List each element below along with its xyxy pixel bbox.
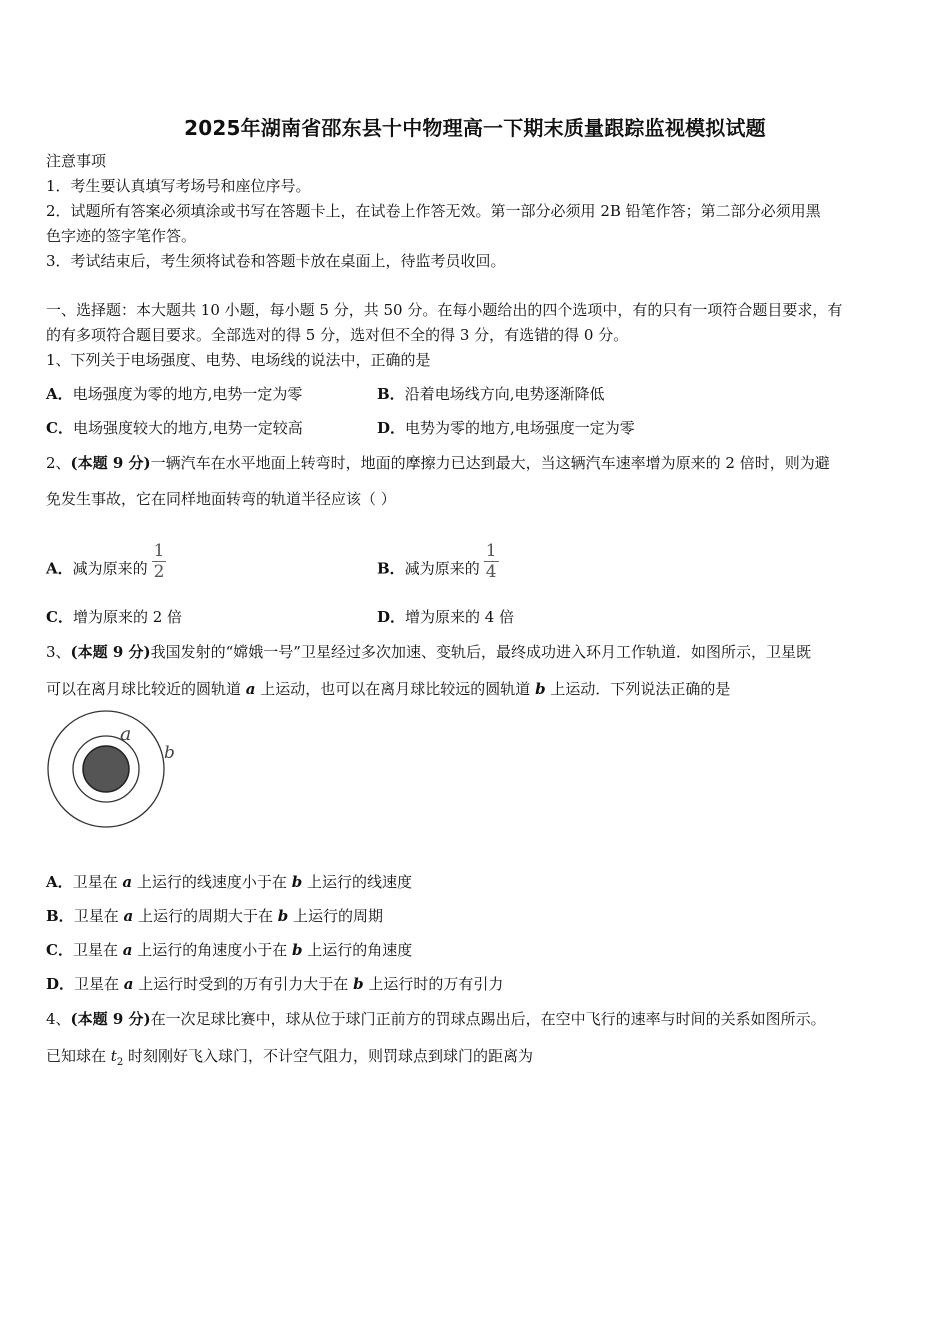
q1-option-c	[46, 418, 303, 438]
option-text: 增为原来的 4 倍	[405, 608, 515, 626]
q3-stem	[46, 642, 906, 662]
q1-option-d	[377, 418, 635, 438]
note-1: 1．考生要认真填写考场号和座位序号。	[46, 177, 311, 195]
q2-option-c	[46, 607, 182, 627]
option-label: A．	[46, 873, 73, 891]
question-tag: (本题 9 分)	[70, 454, 151, 472]
option-text: 减为原来的	[72, 559, 148, 578]
option-label: D．	[377, 608, 406, 626]
time-subscript: 2	[116, 1057, 124, 1068]
option-label: D．	[377, 419, 406, 437]
option-text: 电场强度为零的地方,电势一定为零	[72, 385, 303, 403]
orbit-var-b: b	[277, 907, 289, 925]
stem-text: 已知球在	[46, 1047, 111, 1065]
fraction	[484, 541, 499, 582]
q4-stem	[46, 1009, 906, 1029]
fraction-numerator: 1	[153, 541, 165, 561]
option-label: D．	[46, 975, 75, 993]
orbit-var-b: b	[292, 941, 303, 959]
fraction-denominator: 4	[485, 562, 497, 582]
question-text: 一辆汽车在水平地面上转弯时，地面的摩擦力已达到最大，当这辆汽车速率增为原来的 2 倍时，则为避	[150, 454, 830, 472]
q3-option-c	[46, 940, 412, 960]
time-var: t	[110, 1047, 117, 1065]
question-text: 在一次足球比赛中，球从位于球门正前方的罚球点踢出后，在空中飞行的速率与时间的关系如图所示。	[150, 1010, 826, 1028]
option-text: 上运行的角速度	[302, 941, 413, 959]
option-text: 减为原来的	[404, 559, 480, 578]
question-number: 2、	[46, 454, 71, 472]
q2-stem	[46, 453, 906, 473]
option-text: 上运行的周期大于在	[133, 907, 278, 925]
orbit-var-a: a	[122, 941, 133, 959]
option-label: B．	[377, 559, 405, 578]
section-intro: 一、选择题：本大题共 10 小题，每小题 5 分，共 50 分。在每小题给出的四个选项中，有的只有一项符合题目要求，有	[46, 301, 843, 319]
q3-option-d	[46, 974, 503, 994]
page-title: 2025年湖南省邵东县十中物理高一下期末质量跟踪监视模拟试题	[184, 116, 766, 140]
moon	[83, 746, 129, 792]
stem-text: 时刻刚好飞入球门，不计空气阻力，则罚球点到球门的距离为	[123, 1047, 533, 1065]
orbit-b-label: b	[164, 743, 175, 763]
option-text: 电场强度较大的地方,电势一定较高	[72, 419, 303, 437]
q1-option-a	[46, 384, 302, 404]
option-text: 上运行时的万有引力	[363, 975, 504, 993]
q1-stem: 1、下列关于电场强度、电势、电场线的说法中，正确的是	[46, 351, 431, 369]
option-text: 上运行的周期	[288, 907, 384, 925]
orbit-var-a: a	[123, 975, 134, 993]
option-text: 上运行时受到的万有引力大于在	[133, 975, 354, 993]
orbit-diagram	[44, 706, 179, 834]
orbit-var-b: b	[353, 975, 364, 993]
option-text: 上运行的线速度小于在	[132, 873, 292, 891]
orbit-var-a: a	[245, 680, 256, 698]
q2-option-a	[46, 541, 166, 590]
question-number: 3、	[46, 643, 71, 661]
option-label: C．	[46, 419, 73, 437]
q4-stem-cont	[46, 1046, 906, 1073]
option-text: 卫星在	[73, 907, 124, 925]
fraction	[152, 541, 167, 582]
option-label: B．	[46, 907, 74, 925]
option-text: 卫星在	[74, 975, 124, 993]
option-label: A．	[46, 385, 73, 403]
stem-text: 可以在离月球比较近的圆轨道	[46, 680, 246, 698]
option-label: C．	[46, 941, 73, 959]
option-label: B．	[377, 385, 405, 403]
q1-option-b	[377, 384, 604, 404]
section-intro-cont: 的有多项符合题目要求。全部选对的得 5 分，选对但不全的得 3 分，有选错的得 0 分。	[46, 326, 629, 344]
orbit-var-a: a	[122, 873, 133, 891]
option-text: 电势为零的地方,电场强度一定为零	[405, 419, 635, 437]
note-2: 2．试题所有答案必须填涂或书写在答题卡上，在试卷上作答无效。第一部分必须用 2B 铅笔作答；第二部分必须用黑	[46, 202, 821, 220]
option-text: 卫星在	[72, 873, 123, 891]
fraction-numerator: 1	[485, 541, 497, 561]
stem-text: 上运动，也可以在离月球比较远的圆轨道	[255, 680, 536, 698]
note-3: 3．考试结束后，考生须将试卷和答题卡放在桌面上，待监考员收回。	[46, 252, 506, 270]
orbit-var-b: b	[535, 680, 546, 698]
q2-option-d	[377, 607, 514, 627]
orbit-var-a: a	[123, 907, 134, 925]
fraction-denominator: 2	[153, 562, 165, 582]
q3-stem-cont	[46, 679, 906, 699]
question-tag: (本题 9 分)	[70, 1010, 151, 1028]
q3-option-b	[46, 906, 383, 926]
option-text: 上运行的角速度小于在	[132, 941, 293, 959]
option-text: 增为原来的 2 倍	[72, 608, 183, 626]
note-2-cont: 色字迹的签字笔作答。	[46, 227, 197, 245]
q3-option-a	[46, 872, 412, 892]
option-text: 沿着电场线方向,电势逐渐降低	[404, 385, 605, 403]
notes-heading: 注意事项	[46, 152, 107, 170]
q2-stem-cont: 免发生事故，它在同样地面转弯的轨道半径应该（ ）	[46, 490, 396, 508]
q2-option-b	[377, 541, 499, 590]
orbit-a-label: a	[120, 723, 132, 745]
question-tag: (本题 9 分)	[70, 643, 151, 661]
orbit-var-b: b	[291, 873, 303, 891]
option-text: 卫星在	[72, 941, 123, 959]
stem-text: 上运动．下列说法正确的是	[545, 680, 731, 698]
option-label: C．	[46, 608, 73, 626]
question-number: 4、	[46, 1010, 71, 1028]
option-text: 上运行的线速度	[302, 873, 412, 891]
question-text: 我国发射的“嫦娥一号”卫星经过多次加速、变轨后，最终成功进入环月工作轨道．如图所示，卫星既	[150, 643, 811, 661]
option-label: A．	[46, 559, 73, 578]
